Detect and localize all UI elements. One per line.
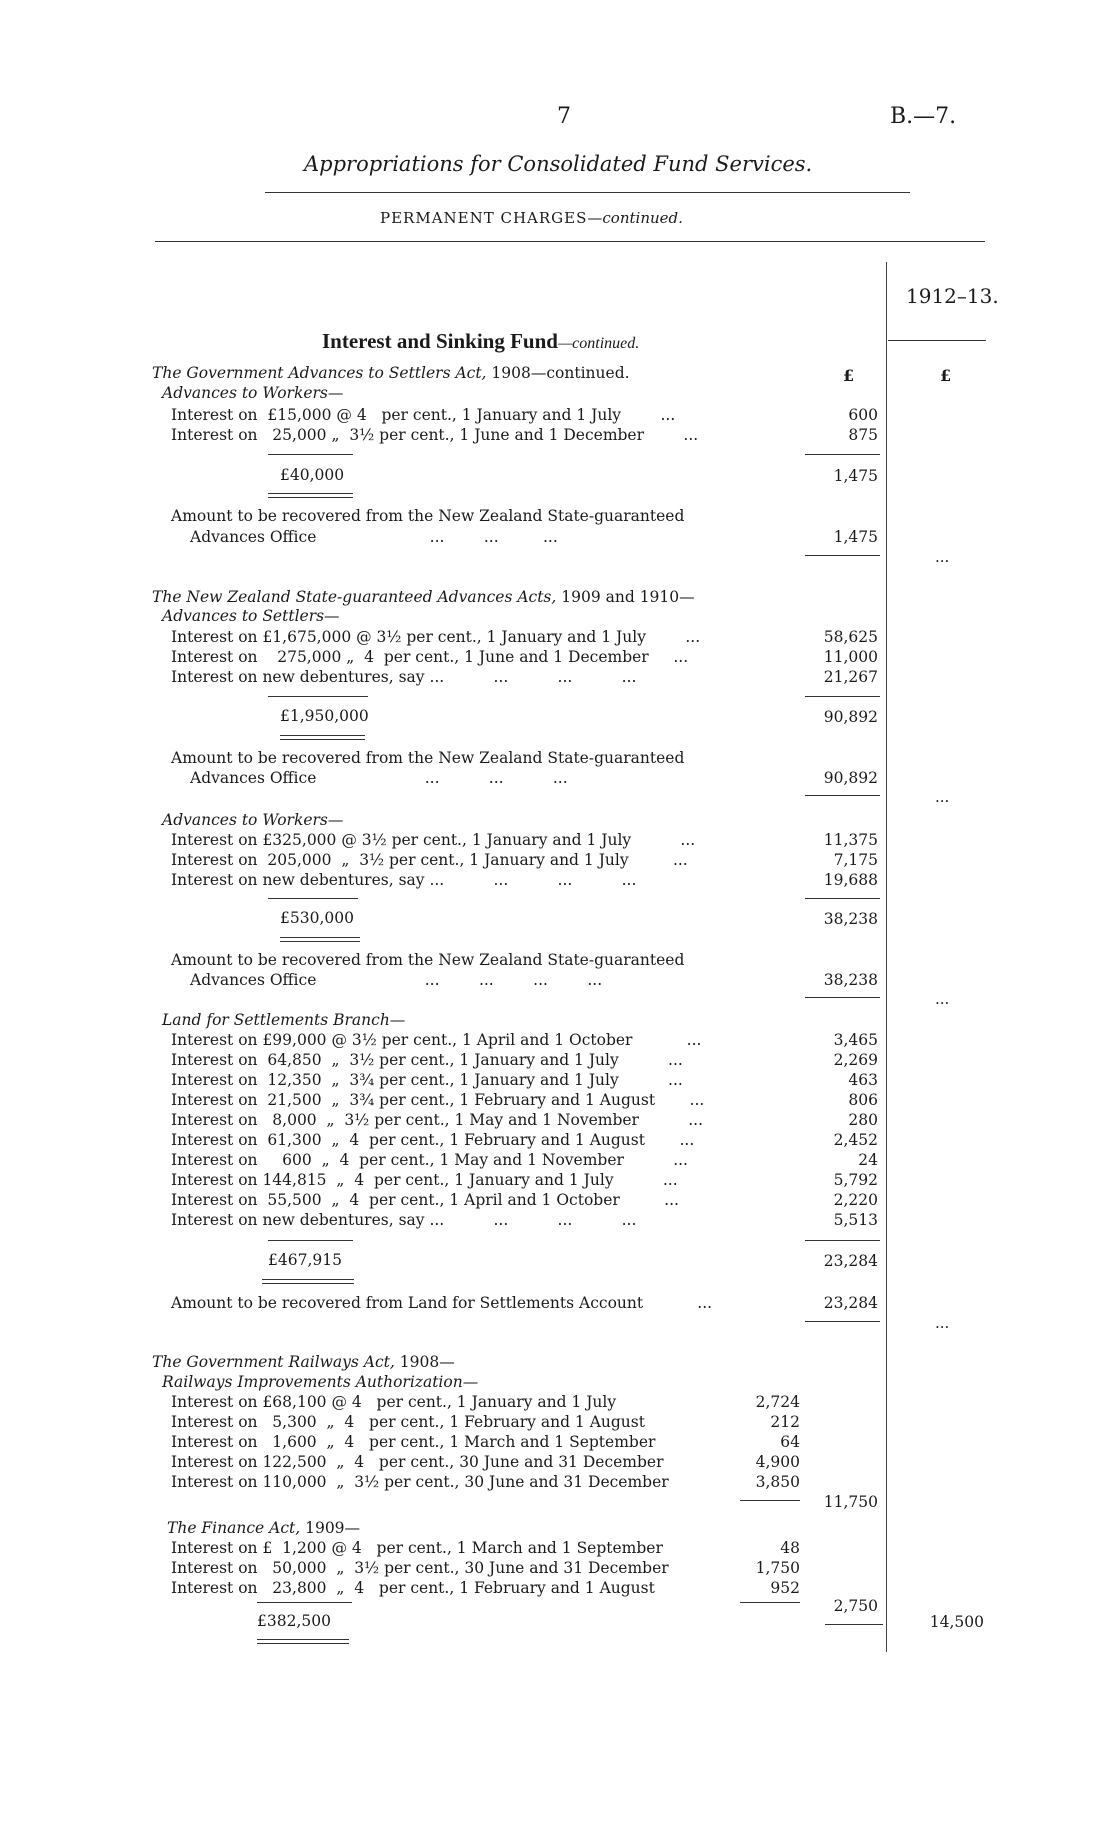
rule xyxy=(805,997,880,998)
interest-line: Interest on 144,815 „ 4 per cent., 1 January and 1 July ... xyxy=(171,1171,678,1189)
amount-cell: 11,000 xyxy=(823,648,878,666)
total-principal: £40,000 xyxy=(280,466,345,484)
interest-line: Interest on 23,800 „ 4 per cent., 1 February and 1 August xyxy=(171,1579,655,1597)
interest-line: Interest on 110,000 „ 3½ per cent., 30 June and 31 December xyxy=(171,1473,669,1491)
rule xyxy=(257,1639,349,1640)
interest-line: Interest on 5,300 „ 4 per cent., 1 February and 1 August xyxy=(171,1413,645,1431)
interest-line: Interest on 21,500 „ 3¾ per cent., 1 February and 1 August ... xyxy=(171,1091,705,1109)
recovery-amount: 23,284 xyxy=(823,1294,878,1312)
amount-cell: 1,750 xyxy=(755,1559,800,1577)
amount-cell: 48 xyxy=(780,1539,800,1557)
amount-cell: 58,625 xyxy=(823,628,878,646)
column-divider xyxy=(886,262,887,1652)
pound-heading-right: £ xyxy=(940,366,952,385)
right-column-dots: ... xyxy=(935,788,950,806)
interest-line: Interest on 122,500 „ 4 per cent., 30 June and 31 December xyxy=(171,1453,664,1471)
subtotal-amount: 11,750 xyxy=(823,1493,878,1511)
interest-line: Interest on 55,500 „ 4 per cent., 1 April and 1 October ... xyxy=(171,1191,679,1209)
interest-line: Interest on £68,100 @ 4 per cent., 1 January and 1 July xyxy=(171,1393,617,1411)
interest-line: Interest on £99,000 @ 3½ per cent., 1 April and 1 October ... xyxy=(171,1031,702,1049)
amount-cell: 2,724 xyxy=(755,1393,800,1411)
page-subtitle: PERMANENT CHARGES—continued. xyxy=(380,209,683,227)
year-rule xyxy=(888,340,986,341)
rule xyxy=(280,941,360,942)
act-heading: The Government Advances to Settlers Act, 1908—continued. xyxy=(152,364,630,382)
rule xyxy=(280,937,360,938)
right-column-dots: ... xyxy=(935,1314,950,1332)
amount-cell: 3,850 xyxy=(755,1473,800,1491)
rule xyxy=(805,795,880,796)
section-heading: Interest and Sinking Fund—continued. xyxy=(322,329,640,353)
interest-line: Interest on 600 „ 4 per cent., 1 May and 1 November ... xyxy=(171,1151,688,1169)
page-number: 7 xyxy=(557,104,571,129)
total-amount: 1,475 xyxy=(833,467,878,485)
interest-line: Interest on 50,000 „ 3½ per cent., 30 June and 31 December xyxy=(171,1559,669,1577)
recovery-amount: 90,892 xyxy=(823,769,878,787)
rule xyxy=(262,1279,354,1280)
sub-heading: Advances to Workers— xyxy=(162,811,344,829)
rule xyxy=(740,1500,800,1501)
title-rule xyxy=(265,192,910,193)
sub-heading: Land for Settlements Branch— xyxy=(162,1011,406,1029)
recovery-line: Amount to be recovered from the New Zealand State-guaranteed xyxy=(171,951,685,969)
rule xyxy=(268,454,353,455)
amount-cell: 280 xyxy=(848,1111,878,1129)
amount-cell: 3,465 xyxy=(833,1031,878,1049)
total-amount: 90,892 xyxy=(823,708,878,726)
interest-line: Interest on 25,000 „ 3½ per cent., 1 June and 1 December ... xyxy=(171,426,699,444)
rule xyxy=(805,1240,880,1241)
rule xyxy=(257,1602,352,1603)
interest-line: Interest on £15,000 @ 4 per cent., 1 January and 1 July ... xyxy=(171,406,676,424)
rule xyxy=(805,696,880,697)
interest-line: Interest on 8,000 „ 3½ per cent., 1 May and 1 November ... xyxy=(171,1111,704,1129)
interest-line: Interest on new debentures, say ... ... ... ... xyxy=(171,668,637,686)
amount-cell: 21,267 xyxy=(823,668,878,686)
recovery-line: Amount to be recovered from Land for Settlements Account ... xyxy=(171,1294,713,1312)
total-principal: £467,915 xyxy=(268,1251,342,1269)
rule xyxy=(262,1283,354,1284)
right-column-dots: ... xyxy=(935,548,950,566)
interest-line: Interest on 275,000 „ 4 per cent., 1 June and 1 December ... xyxy=(171,648,689,666)
amount-cell: 4,900 xyxy=(755,1453,800,1471)
amount-cell: 600 xyxy=(848,406,878,424)
amount-cell: 952 xyxy=(770,1579,800,1597)
interest-line: Interest on new debentures, say ... ... ... ... xyxy=(171,871,637,889)
rule xyxy=(280,735,365,736)
total-amount: 38,238 xyxy=(823,910,878,928)
recovery-line: Advances Office ... ... ... xyxy=(190,528,558,546)
interest-line: Interest on 61,300 „ 4 per cent., 1 February and 1 August ... xyxy=(171,1131,695,1149)
interest-line: Interest on 1,600 „ 4 per cent., 1 March and 1 September xyxy=(171,1433,656,1451)
interest-line: Interest on 12,350 „ 3¾ per cent., 1 January and 1 July ... xyxy=(171,1071,683,1089)
interest-line: Interest on £325,000 @ 3½ per cent., 1 January and 1 July ... xyxy=(171,831,696,849)
interest-line: Interest on £ 1,200 @ 4 per cent., 1 March and 1 September xyxy=(171,1539,663,1557)
amount-cell: 19,688 xyxy=(823,871,878,889)
rule xyxy=(805,555,880,556)
amount-cell: 24 xyxy=(858,1151,878,1169)
rule xyxy=(268,497,353,498)
interest-line: Interest on new debentures, say ... ... ... ... xyxy=(171,1211,637,1229)
total-principal: £382,500 xyxy=(257,1612,331,1630)
year-column-heading: 1912–13. xyxy=(906,284,999,308)
total-principal: £1,950,000 xyxy=(280,707,369,725)
amount-cell: 5,513 xyxy=(833,1211,878,1229)
recovery-line: Advances Office ... ... ... xyxy=(190,769,568,787)
header-rule xyxy=(155,241,985,242)
document-reference: B.—7. xyxy=(890,104,957,129)
subtotal-amount: 2,750 xyxy=(833,1597,878,1615)
page-title: Appropriations for Consolidated Fund Services. xyxy=(304,152,813,176)
rule xyxy=(740,1602,800,1603)
interest-line: Interest on £1,675,000 @ 3½ per cent., 1 January and 1 July ... xyxy=(171,628,701,646)
pound-heading-mid: £ xyxy=(843,366,855,385)
rule xyxy=(268,493,353,494)
rule xyxy=(805,1321,880,1322)
amount-cell: 7,175 xyxy=(833,851,878,869)
sub-heading: Advances to Workers— xyxy=(162,384,344,402)
rule xyxy=(268,898,358,899)
recovery-line: Amount to be recovered from the New Zealand State-guaranteed xyxy=(171,507,685,525)
amount-cell: 5,792 xyxy=(833,1171,878,1189)
amount-cell: 2,269 xyxy=(833,1051,878,1069)
act-heading: The Finance Act, 1909— xyxy=(167,1519,361,1537)
rule xyxy=(268,696,368,697)
rule xyxy=(280,739,365,740)
total-amount: 23,284 xyxy=(823,1252,878,1270)
interest-line: Interest on 205,000 „ 3½ per cent., 1 January and 1 July ... xyxy=(171,851,688,869)
amount-cell: 2,220 xyxy=(833,1191,878,1209)
rule xyxy=(257,1643,349,1644)
amount-cell: 875 xyxy=(848,426,878,444)
amount-cell: 2,452 xyxy=(833,1131,878,1149)
recovery-amount: 38,238 xyxy=(823,971,878,989)
act-heading: The Government Railways Act, 1908— xyxy=(152,1353,455,1371)
amount-cell: 212 xyxy=(770,1413,800,1431)
total-principal: £530,000 xyxy=(280,909,354,927)
recovery-line: Amount to be recovered from the New Zealand State-guaranteed xyxy=(171,749,685,767)
amount-cell: 806 xyxy=(848,1091,878,1109)
amount-cell: 11,375 xyxy=(823,831,878,849)
amount-cell: 463 xyxy=(848,1071,878,1089)
rule xyxy=(805,898,880,899)
act-heading: The New Zealand State-guaranteed Advances Acts, 1909 and 1910— xyxy=(152,588,695,606)
recovery-line: Advances Office ... ... ... ... xyxy=(190,971,603,989)
rule xyxy=(825,1624,883,1625)
amount-cell: 64 xyxy=(780,1433,800,1451)
grand-total: 14,500 xyxy=(929,1613,984,1631)
rule xyxy=(268,1240,353,1241)
rule xyxy=(805,454,880,455)
recovery-amount: 1,475 xyxy=(833,528,878,546)
interest-line: Interest on 64,850 „ 3½ per cent., 1 January and 1 July ... xyxy=(171,1051,683,1069)
sub-heading: Advances to Settlers— xyxy=(162,607,340,625)
right-column-dots: ... xyxy=(935,990,950,1008)
sub-heading: Railways Improvements Authorization— xyxy=(162,1373,479,1391)
